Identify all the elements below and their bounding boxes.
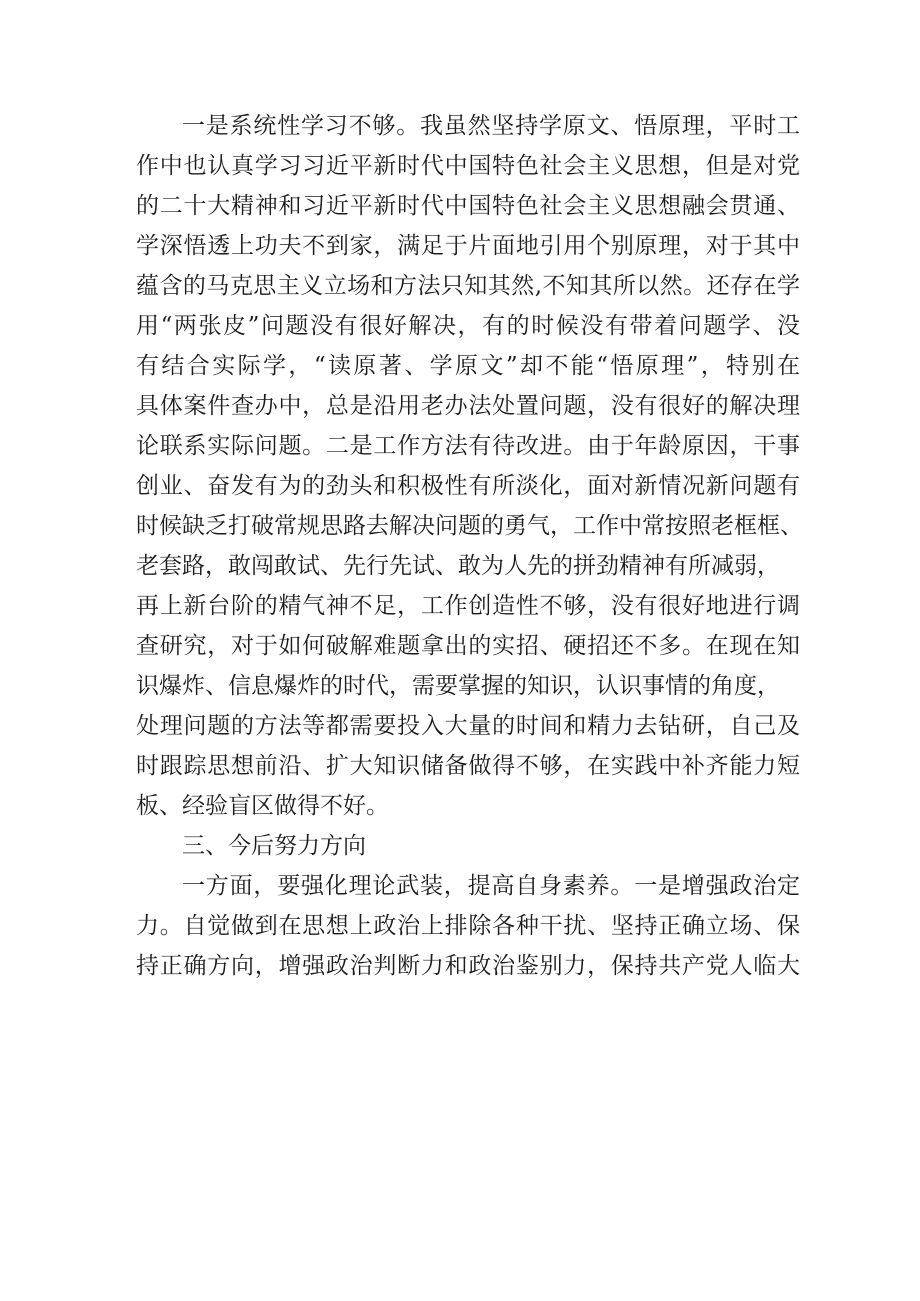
paragraph-line: 识爆炸、信息爆炸的时代，需要掌握的知识，认识事情的角度， <box>136 673 780 699</box>
paragraph-line: 处理问题的方法等都需要投入大量的时间和精力去钻研，自己及 <box>136 713 800 739</box>
paragraph-line: 力。自觉做到在思想上政治上排除各种干扰、坚持正确立场、保 <box>136 913 800 939</box>
paragraph-line: 论联系实际问题。二是工作方法有待改进。由于年龄原因，干事 <box>136 433 800 459</box>
paragraph-line: 创业、奋发有为的劲头和积极性有所淡化，面对新情况新问题有 <box>136 473 800 499</box>
document-body <box>136 106 803 986</box>
paragraph-line: 学深悟透上功夫不到家，满足于片面地引用个别原理，对于其中 <box>136 233 800 259</box>
paragraph-line: 持正确方向，增强政治判断力和政治鉴别力，保持共产党人临大 <box>136 953 800 979</box>
paragraph-line: 板、经验盲区做得不好。 <box>136 793 389 819</box>
paragraph-line: 一方面，要强化理论武装，提高自身素养。一是增强政治定 <box>182 873 800 899</box>
paragraph-line: 时候缺乏打破常规思路去解决问题的勇气，工作中常按照老框框、 <box>136 513 803 539</box>
paragraph-line: 一是系统性学习不够。我虽然坚持学原文、悟原理，平时工 <box>182 113 800 139</box>
paragraph-line: 查研究，对于如何破解难题拿出的实招、硬招还不多。在现在知 <box>136 633 800 659</box>
paragraph-line: 时跟踪思想前沿、扩大知识储备做得不够，在实践中补齐能力短 <box>136 753 800 779</box>
paragraph-line: 再上新台阶的精气神不足，工作创造性不够，没有很好地进行调 <box>136 593 800 619</box>
paragraph-line: 用“两张皮”问题没有很好解决，有的时候没有带着问题学、没 <box>136 313 800 339</box>
paragraph-line: 作中也认真学习习近平新时代中国特色社会主义思想，但是对党 <box>136 153 800 179</box>
section-heading: 三、今后努力方向 <box>182 833 366 859</box>
paragraph-line: 具体案件查办中，总是沿用老办法处置问题，没有很好的解决理 <box>136 393 800 419</box>
paragraph-line: 的二十大精神和习近平新时代中国特色社会主义思想融会贯通、 <box>136 193 800 219</box>
paragraph-line: 蕴含的马克思主义立场和方法只知其然,不知其所以然。还存在学 <box>136 273 800 299</box>
paragraph-line: 老套路，敢闯敢试、先行先试、敢为人先的拼劲精神有所减弱， <box>136 553 780 579</box>
paragraph-line: 有结合实际学，“读原著、学原文”却不能“悟原理”，特别在 <box>136 353 800 379</box>
